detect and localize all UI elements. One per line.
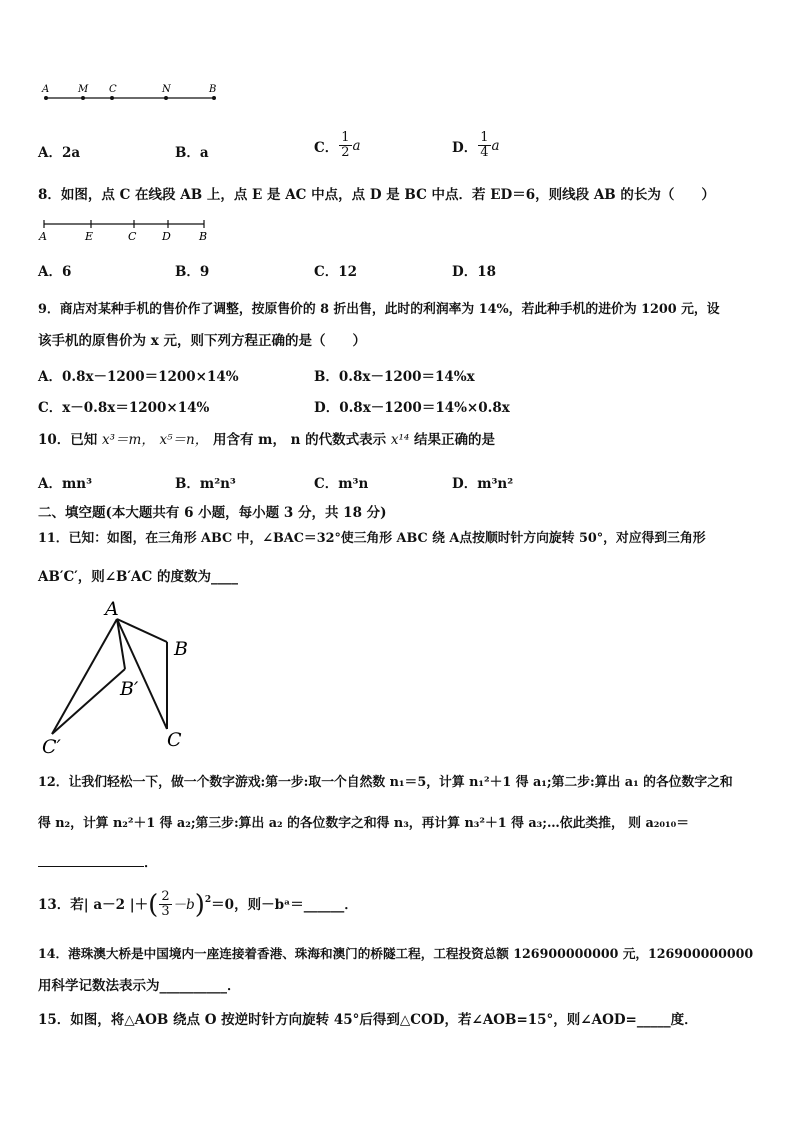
q9-option-c: C．x－0.8x＝1200×14%	[38, 400, 210, 416]
q8-option-d: D．18	[452, 264, 496, 280]
q9-option-a: A．0.8x－1200＝1200×14%	[38, 369, 239, 385]
point-label-a: A	[42, 84, 50, 95]
q8-option-b: B．9	[175, 264, 210, 280]
q15-stem: 15．如图，将△AOB 绕点 O 按逆时针方向旋转 45°后得到△COD，若∠AOB=15°，则∠AOD=_____度．	[38, 1012, 698, 1028]
q9-stem-line1: 9．商店对某种手机的售价作了调整，按原售价的 8 折出售，此时的利润率为 14%，若此种手机的进价为 1200 元，设	[38, 302, 720, 317]
vertex-label-b-prime: B′	[120, 678, 139, 700]
q10-option-b: B．m²n³	[175, 476, 236, 492]
q12-answer-line: ．	[38, 852, 158, 873]
q9-option-d: D．0.8x－1200＝14%×0.8x	[314, 400, 510, 416]
answer-blank[interactable]	[38, 852, 144, 867]
section-2-header: 二、填空题(本大题共有 6 小题，每小题 3 分，共 18 分)	[38, 505, 387, 521]
fraction-two-thirds: $\frac{2}{3}$	[161, 889, 170, 919]
point-label-e: E	[85, 230, 94, 243]
q8-option-c: C．12	[314, 264, 358, 280]
q12-stem-line2: 得 n₂，计算 n₂²＋1 得 a₂;第三步:算出 a₂ 的各位数字之和得 n₃，再计算 n₃²＋1 得 a₃;…依此类推， 则 a₂₀₁₀＝	[38, 816, 689, 831]
q10-option-d: D．m³n²	[452, 476, 514, 492]
point-label-c: C	[109, 84, 117, 95]
q7-segment-figure	[38, 80, 228, 108]
fraction-one-half: $\frac{1}{2}$	[341, 130, 350, 160]
q12-stem-line1: 12．让我们轻松一下，做一个数字游戏:第一步:取一个自然数 n₁＝5，计算 n₁²＋1 得 a₁;第二步:算出 a₁ 的各位数字之和	[38, 775, 733, 790]
q11-triangle-figure	[36, 596, 206, 761]
q9-stem-line2: 该手机的原售价为 x 元，则下列方程正确的是（ ）	[38, 333, 366, 349]
q7-option-a: A．2a	[38, 145, 81, 161]
q10-option-a: A．mn³	[38, 476, 92, 492]
q7-option-d: D． $\frac{1}{4}$ a	[452, 130, 500, 160]
q7-option-b: B．a	[175, 145, 209, 161]
q14-stem-line1: 14．港珠澳大桥是中国境内一座连接着香港、珠海和澳门的桥隧工程，工程投资总额 126900000000 元，126900000000	[38, 946, 754, 961]
q13-stem: 13．若| a－2 |＋ ( $\frac{2}{3}$ －b ) $^2$ ＝0，则－bᵃ＝______．	[38, 889, 358, 920]
point-label-b: B	[209, 84, 217, 95]
q11-stem-line1: 11．已知：如图，在三角形 ABC 中，∠BAC＝32°使三角形 ABC 绕 A点按顺时针方向旋转 50°，对应得到三角形	[38, 531, 706, 546]
point-label-c: C	[128, 230, 137, 243]
q9-option-b: B．0.8x－1200＝14%x	[314, 369, 475, 385]
vertex-label-b: B	[174, 638, 188, 660]
vertex-label-c: C	[167, 729, 182, 751]
fraction-one-quarter: $\frac{1}{4}$	[480, 130, 489, 160]
q11-stem-line2: AB′C′，则∠B′AC 的度数为____	[38, 569, 238, 585]
vertex-label-a: A	[105, 598, 119, 620]
q14-stem-line2: 用科学记数法表示为__________．	[38, 978, 241, 994]
q8-segment-figure	[36, 218, 216, 246]
q10-option-c: C．m³n	[314, 476, 369, 492]
vertex-label-c-prime: C′	[42, 736, 61, 758]
point-label-n: N	[162, 84, 171, 95]
point-label-d: D	[162, 230, 171, 243]
q10-stem: 10．已知 x³＝m， x⁵＝n， 用含有 m， n 的代数式表示 x¹⁴ 结果正确的是	[38, 432, 496, 448]
point-label-m: M	[78, 84, 89, 95]
q7-option-c: C． $\frac{1}{2}$ a	[314, 130, 361, 160]
point-label-b: B	[199, 230, 208, 243]
q8-stem: 8．如图，点 C 在线段 AB 上，点 E 是 AC 中点，点 D 是 BC 中点．若 ED＝6，则线段 AB 的长为（ ）	[38, 187, 715, 203]
q8-option-a: A．6	[38, 264, 72, 280]
point-label-a: A	[39, 230, 47, 243]
